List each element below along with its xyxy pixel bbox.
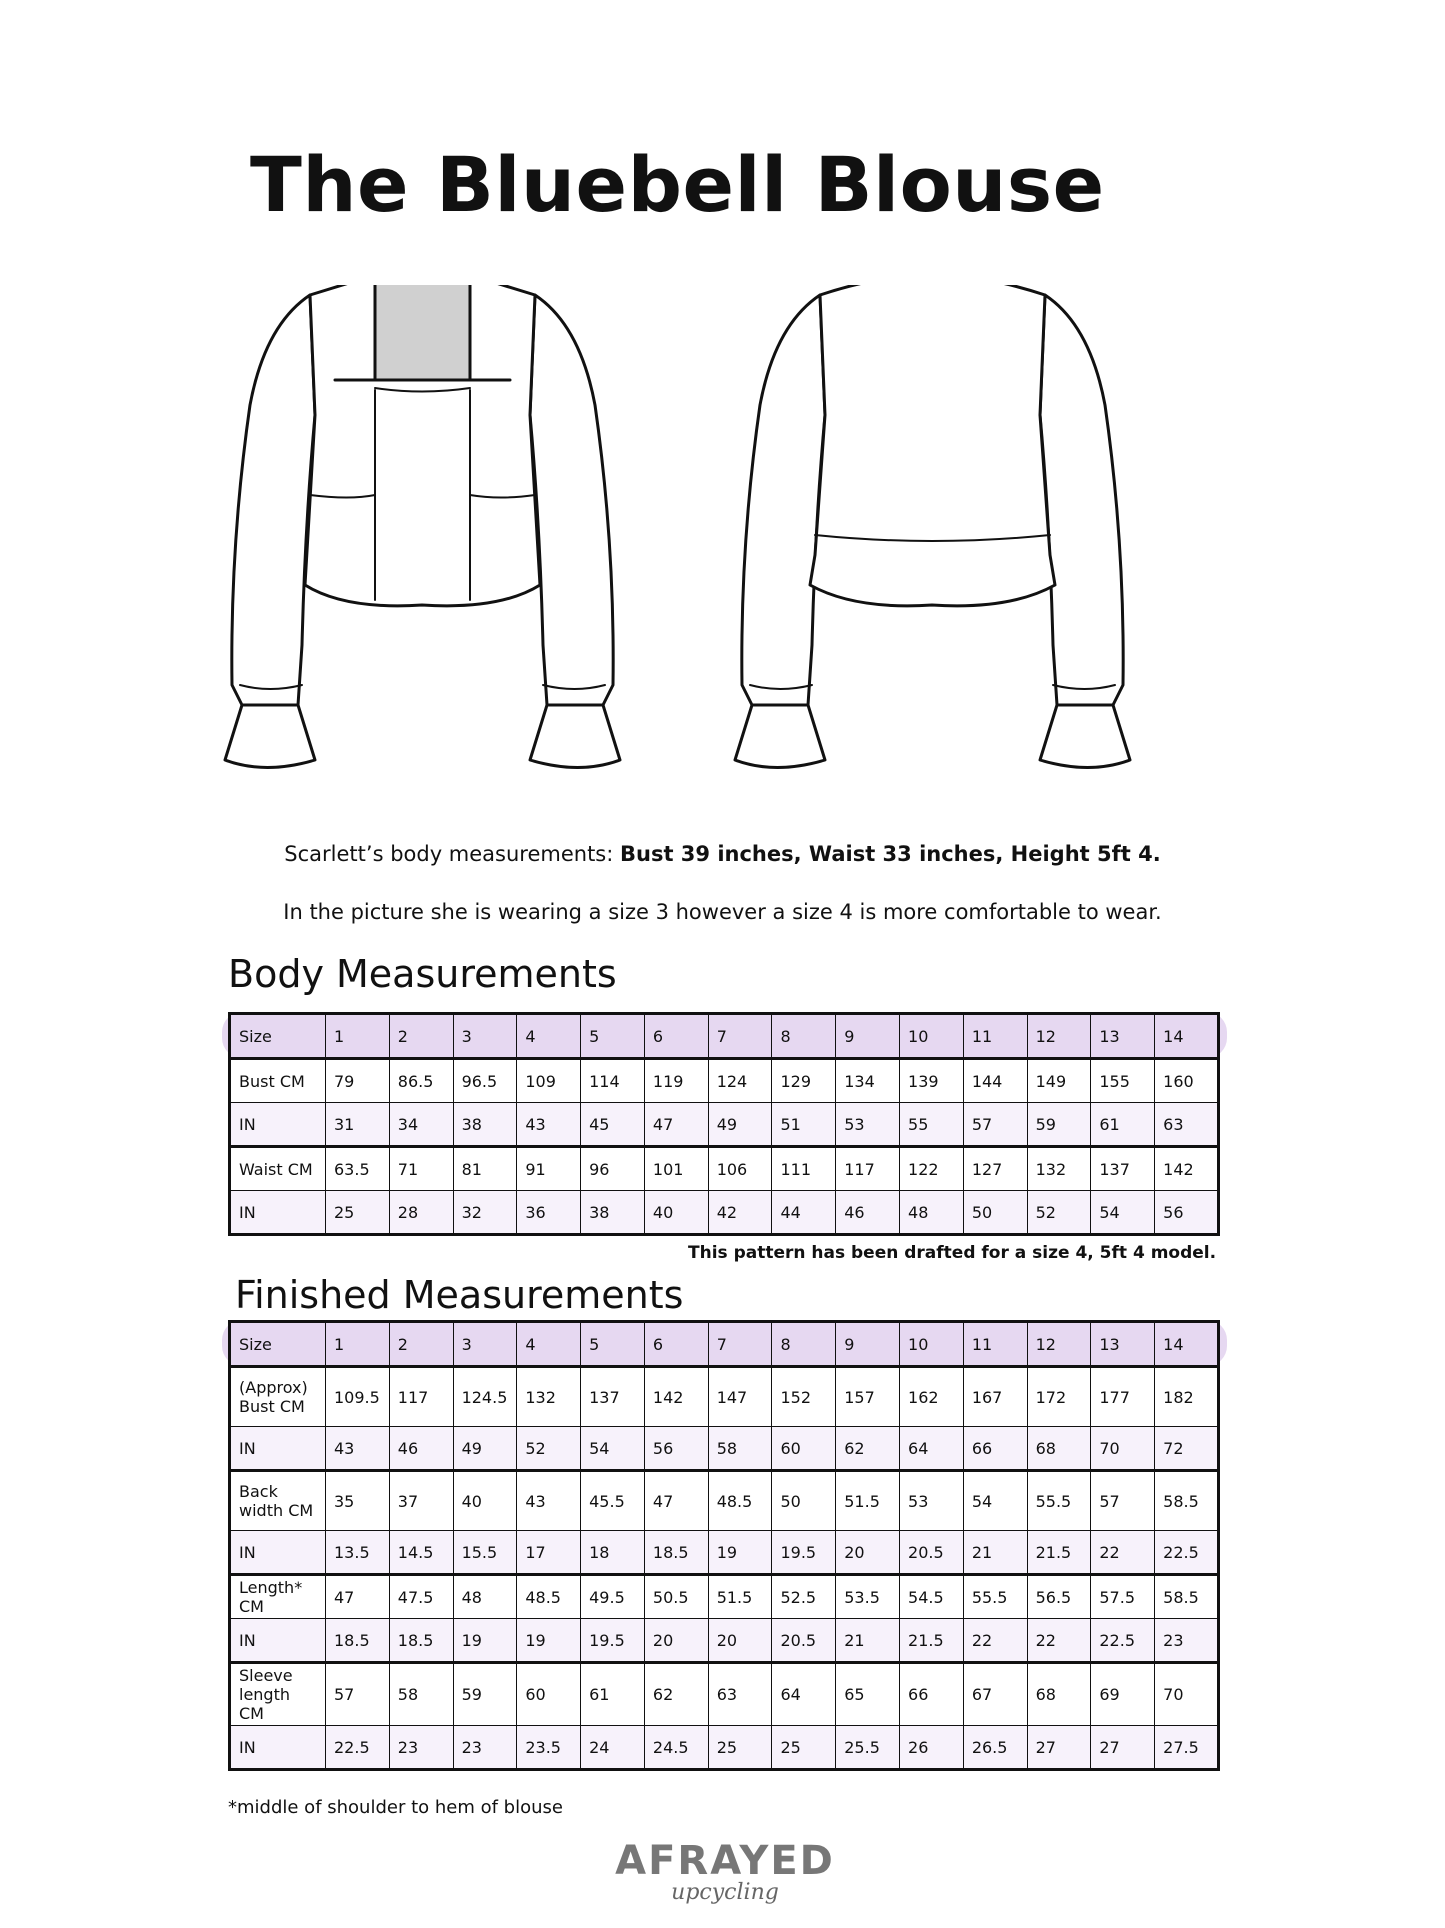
table-cell: 19 bbox=[708, 1531, 772, 1575]
row-label: IN bbox=[230, 1103, 326, 1147]
finished-measurements-table bbox=[228, 1320, 1220, 1771]
table-cell: 137 bbox=[581, 1367, 645, 1427]
table-cell: 21 bbox=[963, 1531, 1027, 1575]
table-cell: 43 bbox=[517, 1103, 581, 1147]
row-label: IN bbox=[230, 1726, 326, 1770]
table-cell: 64 bbox=[900, 1427, 964, 1471]
table-cell: 14.5 bbox=[389, 1531, 453, 1575]
table-cell: 45.5 bbox=[581, 1471, 645, 1531]
table-cell: 119 bbox=[644, 1059, 708, 1103]
table-cell: 58.5 bbox=[1155, 1471, 1219, 1531]
table-cell: 71 bbox=[389, 1147, 453, 1191]
table-cell: 21.5 bbox=[1027, 1531, 1091, 1575]
table-cell: 27 bbox=[1027, 1726, 1091, 1770]
table-cell: 61 bbox=[581, 1663, 645, 1726]
table-cell: 35 bbox=[326, 1471, 390, 1531]
table-cell: 58.5 bbox=[1155, 1575, 1219, 1619]
table-cell: 54 bbox=[581, 1427, 645, 1471]
table-cell: 23 bbox=[389, 1726, 453, 1770]
page-title: The Bluebell Blouse bbox=[250, 140, 1105, 229]
table-cell: 59 bbox=[1027, 1103, 1091, 1147]
table-cell: 20.5 bbox=[772, 1619, 836, 1663]
table-cell: 19.5 bbox=[581, 1619, 645, 1663]
table-cell: 68 bbox=[1027, 1663, 1091, 1726]
table-cell: 55.5 bbox=[963, 1575, 1027, 1619]
table-cell: 51.5 bbox=[836, 1471, 900, 1531]
table-cell: 2 bbox=[389, 1322, 453, 1367]
table-cell: 96 bbox=[581, 1147, 645, 1191]
table-cell: 45 bbox=[581, 1103, 645, 1147]
table-cell: 60 bbox=[772, 1427, 836, 1471]
table-cell: 144 bbox=[963, 1059, 1027, 1103]
table-cell: 137 bbox=[1091, 1147, 1155, 1191]
table-cell: 46 bbox=[389, 1427, 453, 1471]
table-cell: 10 bbox=[900, 1322, 964, 1367]
table-cell: 47 bbox=[644, 1103, 708, 1147]
table-cell: 20 bbox=[708, 1619, 772, 1663]
table-cell: 5 bbox=[581, 1014, 645, 1059]
table-row bbox=[230, 1575, 1219, 1619]
table-cell: 25 bbox=[772, 1726, 836, 1770]
table-row bbox=[230, 1471, 1219, 1531]
table-cell: 10 bbox=[900, 1014, 964, 1059]
table-cell: 1 bbox=[326, 1014, 390, 1059]
table-cell: 49.5 bbox=[581, 1575, 645, 1619]
table-cell: 50 bbox=[772, 1471, 836, 1531]
table-cell: 44 bbox=[772, 1191, 836, 1235]
table-cell: 13 bbox=[1091, 1014, 1155, 1059]
table-cell: 2 bbox=[389, 1014, 453, 1059]
table-cell: 40 bbox=[453, 1471, 517, 1531]
table-cell: 11 bbox=[963, 1322, 1027, 1367]
table-cell: 23 bbox=[1155, 1619, 1219, 1663]
table-cell: 25 bbox=[326, 1191, 390, 1235]
table-cell: 4 bbox=[517, 1014, 581, 1059]
table-cell: 22.5 bbox=[1155, 1531, 1219, 1575]
table-cell: 50.5 bbox=[644, 1575, 708, 1619]
table-cell: 109.5 bbox=[326, 1367, 390, 1427]
table-cell: 70 bbox=[1091, 1427, 1155, 1471]
table-cell: 8 bbox=[772, 1322, 836, 1367]
table-cell: 64 bbox=[772, 1663, 836, 1726]
table-cell: 109 bbox=[517, 1059, 581, 1103]
row-label: IN bbox=[230, 1191, 326, 1235]
table-cell: 117 bbox=[389, 1367, 453, 1427]
table-cell: 106 bbox=[708, 1147, 772, 1191]
table-cell: 27.5 bbox=[1155, 1726, 1219, 1770]
table-cell: 22.5 bbox=[326, 1726, 390, 1770]
table-row bbox=[230, 1103, 1219, 1147]
table-cell: 60 bbox=[517, 1663, 581, 1726]
table-cell: 56.5 bbox=[1027, 1575, 1091, 1619]
row-label: Back width CM bbox=[230, 1471, 326, 1531]
table-cell: 54 bbox=[963, 1471, 1027, 1531]
table-cell: 177 bbox=[1091, 1367, 1155, 1427]
table-cell: 52 bbox=[517, 1427, 581, 1471]
table-cell: 7 bbox=[708, 1014, 772, 1059]
table-cell: 79 bbox=[326, 1059, 390, 1103]
table-cell: 56 bbox=[1155, 1191, 1219, 1235]
table-cell: 47 bbox=[326, 1575, 390, 1619]
table-cell: 22.5 bbox=[1091, 1619, 1155, 1663]
row-label: (Approx) Bust CM bbox=[230, 1367, 326, 1427]
blouse-illustration bbox=[210, 285, 1230, 795]
body-measurements-title: Body Measurements bbox=[228, 952, 617, 996]
table-cell: 62 bbox=[644, 1663, 708, 1726]
table-row bbox=[230, 1147, 1219, 1191]
table-cell: 17 bbox=[517, 1531, 581, 1575]
table-cell: 22 bbox=[1027, 1619, 1091, 1663]
table-cell: 4 bbox=[517, 1322, 581, 1367]
table-cell: 47.5 bbox=[389, 1575, 453, 1619]
table-cell: 8 bbox=[772, 1014, 836, 1059]
table-cell: 9 bbox=[836, 1322, 900, 1367]
table-cell: 49 bbox=[708, 1103, 772, 1147]
table-cell: 24 bbox=[581, 1726, 645, 1770]
table-cell: 1 bbox=[326, 1322, 390, 1367]
table-cell: 19 bbox=[453, 1619, 517, 1663]
table-cell: 58 bbox=[708, 1427, 772, 1471]
table-row bbox=[230, 1191, 1219, 1235]
table-cell: 40 bbox=[644, 1191, 708, 1235]
table-cell: 32 bbox=[453, 1191, 517, 1235]
back-view bbox=[735, 285, 1130, 768]
table-cell: 67 bbox=[963, 1663, 1027, 1726]
table-row bbox=[230, 1367, 1219, 1427]
table-cell: 3 bbox=[453, 1322, 517, 1367]
table-cell: 147 bbox=[708, 1367, 772, 1427]
table-row bbox=[230, 1726, 1219, 1770]
table-cell: 63.5 bbox=[326, 1147, 390, 1191]
table-cell: 14 bbox=[1155, 1014, 1219, 1059]
table-row bbox=[230, 1663, 1219, 1726]
table-cell: 61 bbox=[1091, 1103, 1155, 1147]
table-cell: 15.5 bbox=[453, 1531, 517, 1575]
table-cell: 20 bbox=[644, 1619, 708, 1663]
table-cell: 51.5 bbox=[708, 1575, 772, 1619]
table-cell: 57.5 bbox=[1091, 1575, 1155, 1619]
table-cell: 47 bbox=[644, 1471, 708, 1531]
table-cell: 160 bbox=[1155, 1059, 1219, 1103]
table-cell: 43 bbox=[326, 1427, 390, 1471]
model-measurements: Scarlett’s body measurements: Bust 39 inches, Waist 33 inches, Height 5ft 4. bbox=[284, 842, 1161, 866]
table-cell: 18.5 bbox=[389, 1619, 453, 1663]
table-cell: 5 bbox=[581, 1322, 645, 1367]
table-cell: 101 bbox=[644, 1147, 708, 1191]
table-cell: 23 bbox=[453, 1726, 517, 1770]
front-view bbox=[225, 285, 620, 768]
table-cell: 48 bbox=[453, 1575, 517, 1619]
table-cell: 38 bbox=[581, 1191, 645, 1235]
table-cell: 34 bbox=[389, 1103, 453, 1147]
table-cell: 48.5 bbox=[517, 1575, 581, 1619]
table-cell: 57 bbox=[326, 1663, 390, 1726]
table-cell: 66 bbox=[900, 1663, 964, 1726]
table-cell: 157 bbox=[836, 1367, 900, 1427]
row-label: Length* CM bbox=[230, 1575, 326, 1619]
table-cell: 129 bbox=[772, 1059, 836, 1103]
row-label: IN bbox=[230, 1427, 326, 1471]
table-cell: 48.5 bbox=[708, 1471, 772, 1531]
table-cell: 149 bbox=[1027, 1059, 1091, 1103]
table-cell: 55 bbox=[900, 1103, 964, 1147]
table-cell: 62 bbox=[836, 1427, 900, 1471]
row-label: Waist CM bbox=[230, 1147, 326, 1191]
table-cell: 52 bbox=[1027, 1191, 1091, 1235]
logo-wordmark: AFRAYED bbox=[615, 1838, 835, 1884]
table-cell: 7 bbox=[708, 1322, 772, 1367]
row-label: IN bbox=[230, 1531, 326, 1575]
table-cell: 127 bbox=[963, 1147, 1027, 1191]
table-cell: 53 bbox=[836, 1103, 900, 1147]
table-cell: 48 bbox=[900, 1191, 964, 1235]
table-cell: 12 bbox=[1027, 1014, 1091, 1059]
table-cell: 124.5 bbox=[453, 1367, 517, 1427]
table-cell: 26 bbox=[900, 1726, 964, 1770]
table-row bbox=[230, 1322, 1219, 1367]
table-cell: 22 bbox=[1091, 1531, 1155, 1575]
row-label: IN bbox=[230, 1619, 326, 1663]
length-footnote: *middle of shoulder to hem of blouse bbox=[228, 1797, 563, 1818]
table-cell: 9 bbox=[836, 1014, 900, 1059]
table-cell: 43 bbox=[517, 1471, 581, 1531]
table-cell: 117 bbox=[836, 1147, 900, 1191]
table-cell: 172 bbox=[1027, 1367, 1091, 1427]
table-cell: 18.5 bbox=[644, 1531, 708, 1575]
table-cell: 53 bbox=[900, 1471, 964, 1531]
pattern-draft-note: This pattern has been drafted for a size 4, 5ft 4 model. bbox=[688, 1243, 1217, 1263]
table-cell: 18 bbox=[581, 1531, 645, 1575]
table-cell: 6 bbox=[644, 1014, 708, 1059]
table-cell: 13 bbox=[1091, 1322, 1155, 1367]
table-cell: 27 bbox=[1091, 1726, 1155, 1770]
body-measurements-table bbox=[228, 1012, 1220, 1236]
table-cell: 134 bbox=[836, 1059, 900, 1103]
table-row bbox=[230, 1059, 1219, 1103]
table-cell: 132 bbox=[517, 1367, 581, 1427]
table-cell: 3 bbox=[453, 1014, 517, 1059]
table-cell: 142 bbox=[644, 1367, 708, 1427]
table-cell: 36 bbox=[517, 1191, 581, 1235]
table-cell: 65 bbox=[836, 1663, 900, 1726]
table-cell: 12 bbox=[1027, 1322, 1091, 1367]
table-cell: 24.5 bbox=[644, 1726, 708, 1770]
table-row bbox=[230, 1619, 1219, 1663]
table-cell: 19.5 bbox=[772, 1531, 836, 1575]
table-cell: 42 bbox=[708, 1191, 772, 1235]
row-label: Size bbox=[230, 1014, 326, 1059]
table-cell: 52.5 bbox=[772, 1575, 836, 1619]
size-note: In the picture she is wearing a size 3 however a size 4 is more comfortable to wear. bbox=[283, 900, 1162, 924]
table-cell: 58 bbox=[389, 1663, 453, 1726]
table-cell: 132 bbox=[1027, 1147, 1091, 1191]
table-cell: 54.5 bbox=[900, 1575, 964, 1619]
table-cell: 142 bbox=[1155, 1147, 1219, 1191]
table-cell: 56 bbox=[644, 1427, 708, 1471]
table-cell: 13.5 bbox=[326, 1531, 390, 1575]
table-cell: 57 bbox=[963, 1103, 1027, 1147]
table-cell: 21 bbox=[836, 1619, 900, 1663]
table-row bbox=[230, 1014, 1219, 1059]
table-cell: 155 bbox=[1091, 1059, 1155, 1103]
finished-measurements-title: Finished Measurements bbox=[235, 1273, 684, 1317]
table-cell: 63 bbox=[1155, 1103, 1219, 1147]
logo-tagline: upcycling bbox=[671, 1880, 779, 1905]
table-cell: 23.5 bbox=[517, 1726, 581, 1770]
table-cell: 50 bbox=[963, 1191, 1027, 1235]
table-cell: 122 bbox=[900, 1147, 964, 1191]
table-cell: 124 bbox=[708, 1059, 772, 1103]
table-cell: 46 bbox=[836, 1191, 900, 1235]
table-cell: 25 bbox=[708, 1726, 772, 1770]
table-cell: 37 bbox=[389, 1471, 453, 1531]
table-cell: 57 bbox=[1091, 1471, 1155, 1531]
table-cell: 59 bbox=[453, 1663, 517, 1726]
table-cell: 26.5 bbox=[963, 1726, 1027, 1770]
afrayed-logo bbox=[600, 1838, 850, 1928]
table-cell: 70 bbox=[1155, 1663, 1219, 1726]
table-cell: 68 bbox=[1027, 1427, 1091, 1471]
table-cell: 18.5 bbox=[326, 1619, 390, 1663]
table-cell: 72 bbox=[1155, 1427, 1219, 1471]
table-cell: 152 bbox=[772, 1367, 836, 1427]
table-cell: 162 bbox=[900, 1367, 964, 1427]
table-cell: 49 bbox=[453, 1427, 517, 1471]
table-cell: 114 bbox=[581, 1059, 645, 1103]
row-label: Size bbox=[230, 1322, 326, 1367]
table-cell: 22 bbox=[963, 1619, 1027, 1663]
row-label: Sleeve length CM bbox=[230, 1663, 326, 1726]
table-cell: 91 bbox=[517, 1147, 581, 1191]
table-cell: 19 bbox=[517, 1619, 581, 1663]
table-cell: 38 bbox=[453, 1103, 517, 1147]
table-cell: 63 bbox=[708, 1663, 772, 1726]
table-cell: 20 bbox=[836, 1531, 900, 1575]
table-cell: 53.5 bbox=[836, 1575, 900, 1619]
table-cell: 96.5 bbox=[453, 1059, 517, 1103]
table-cell: 25.5 bbox=[836, 1726, 900, 1770]
table-cell: 81 bbox=[453, 1147, 517, 1191]
table-cell: 21.5 bbox=[900, 1619, 964, 1663]
table-cell: 86.5 bbox=[389, 1059, 453, 1103]
table-cell: 6 bbox=[644, 1322, 708, 1367]
table-cell: 20.5 bbox=[900, 1531, 964, 1575]
table-cell: 111 bbox=[772, 1147, 836, 1191]
table-row bbox=[230, 1427, 1219, 1471]
table-cell: 11 bbox=[963, 1014, 1027, 1059]
table-row bbox=[230, 1531, 1219, 1575]
table-cell: 139 bbox=[900, 1059, 964, 1103]
table-cell: 69 bbox=[1091, 1663, 1155, 1726]
table-cell: 51 bbox=[772, 1103, 836, 1147]
table-cell: 66 bbox=[963, 1427, 1027, 1471]
table-cell: 54 bbox=[1091, 1191, 1155, 1235]
table-cell: 31 bbox=[326, 1103, 390, 1147]
table-cell: 182 bbox=[1155, 1367, 1219, 1427]
table-cell: 28 bbox=[389, 1191, 453, 1235]
table-cell: 14 bbox=[1155, 1322, 1219, 1367]
table-cell: 167 bbox=[963, 1367, 1027, 1427]
row-label: Bust CM bbox=[230, 1059, 326, 1103]
table-cell: 55.5 bbox=[1027, 1471, 1091, 1531]
